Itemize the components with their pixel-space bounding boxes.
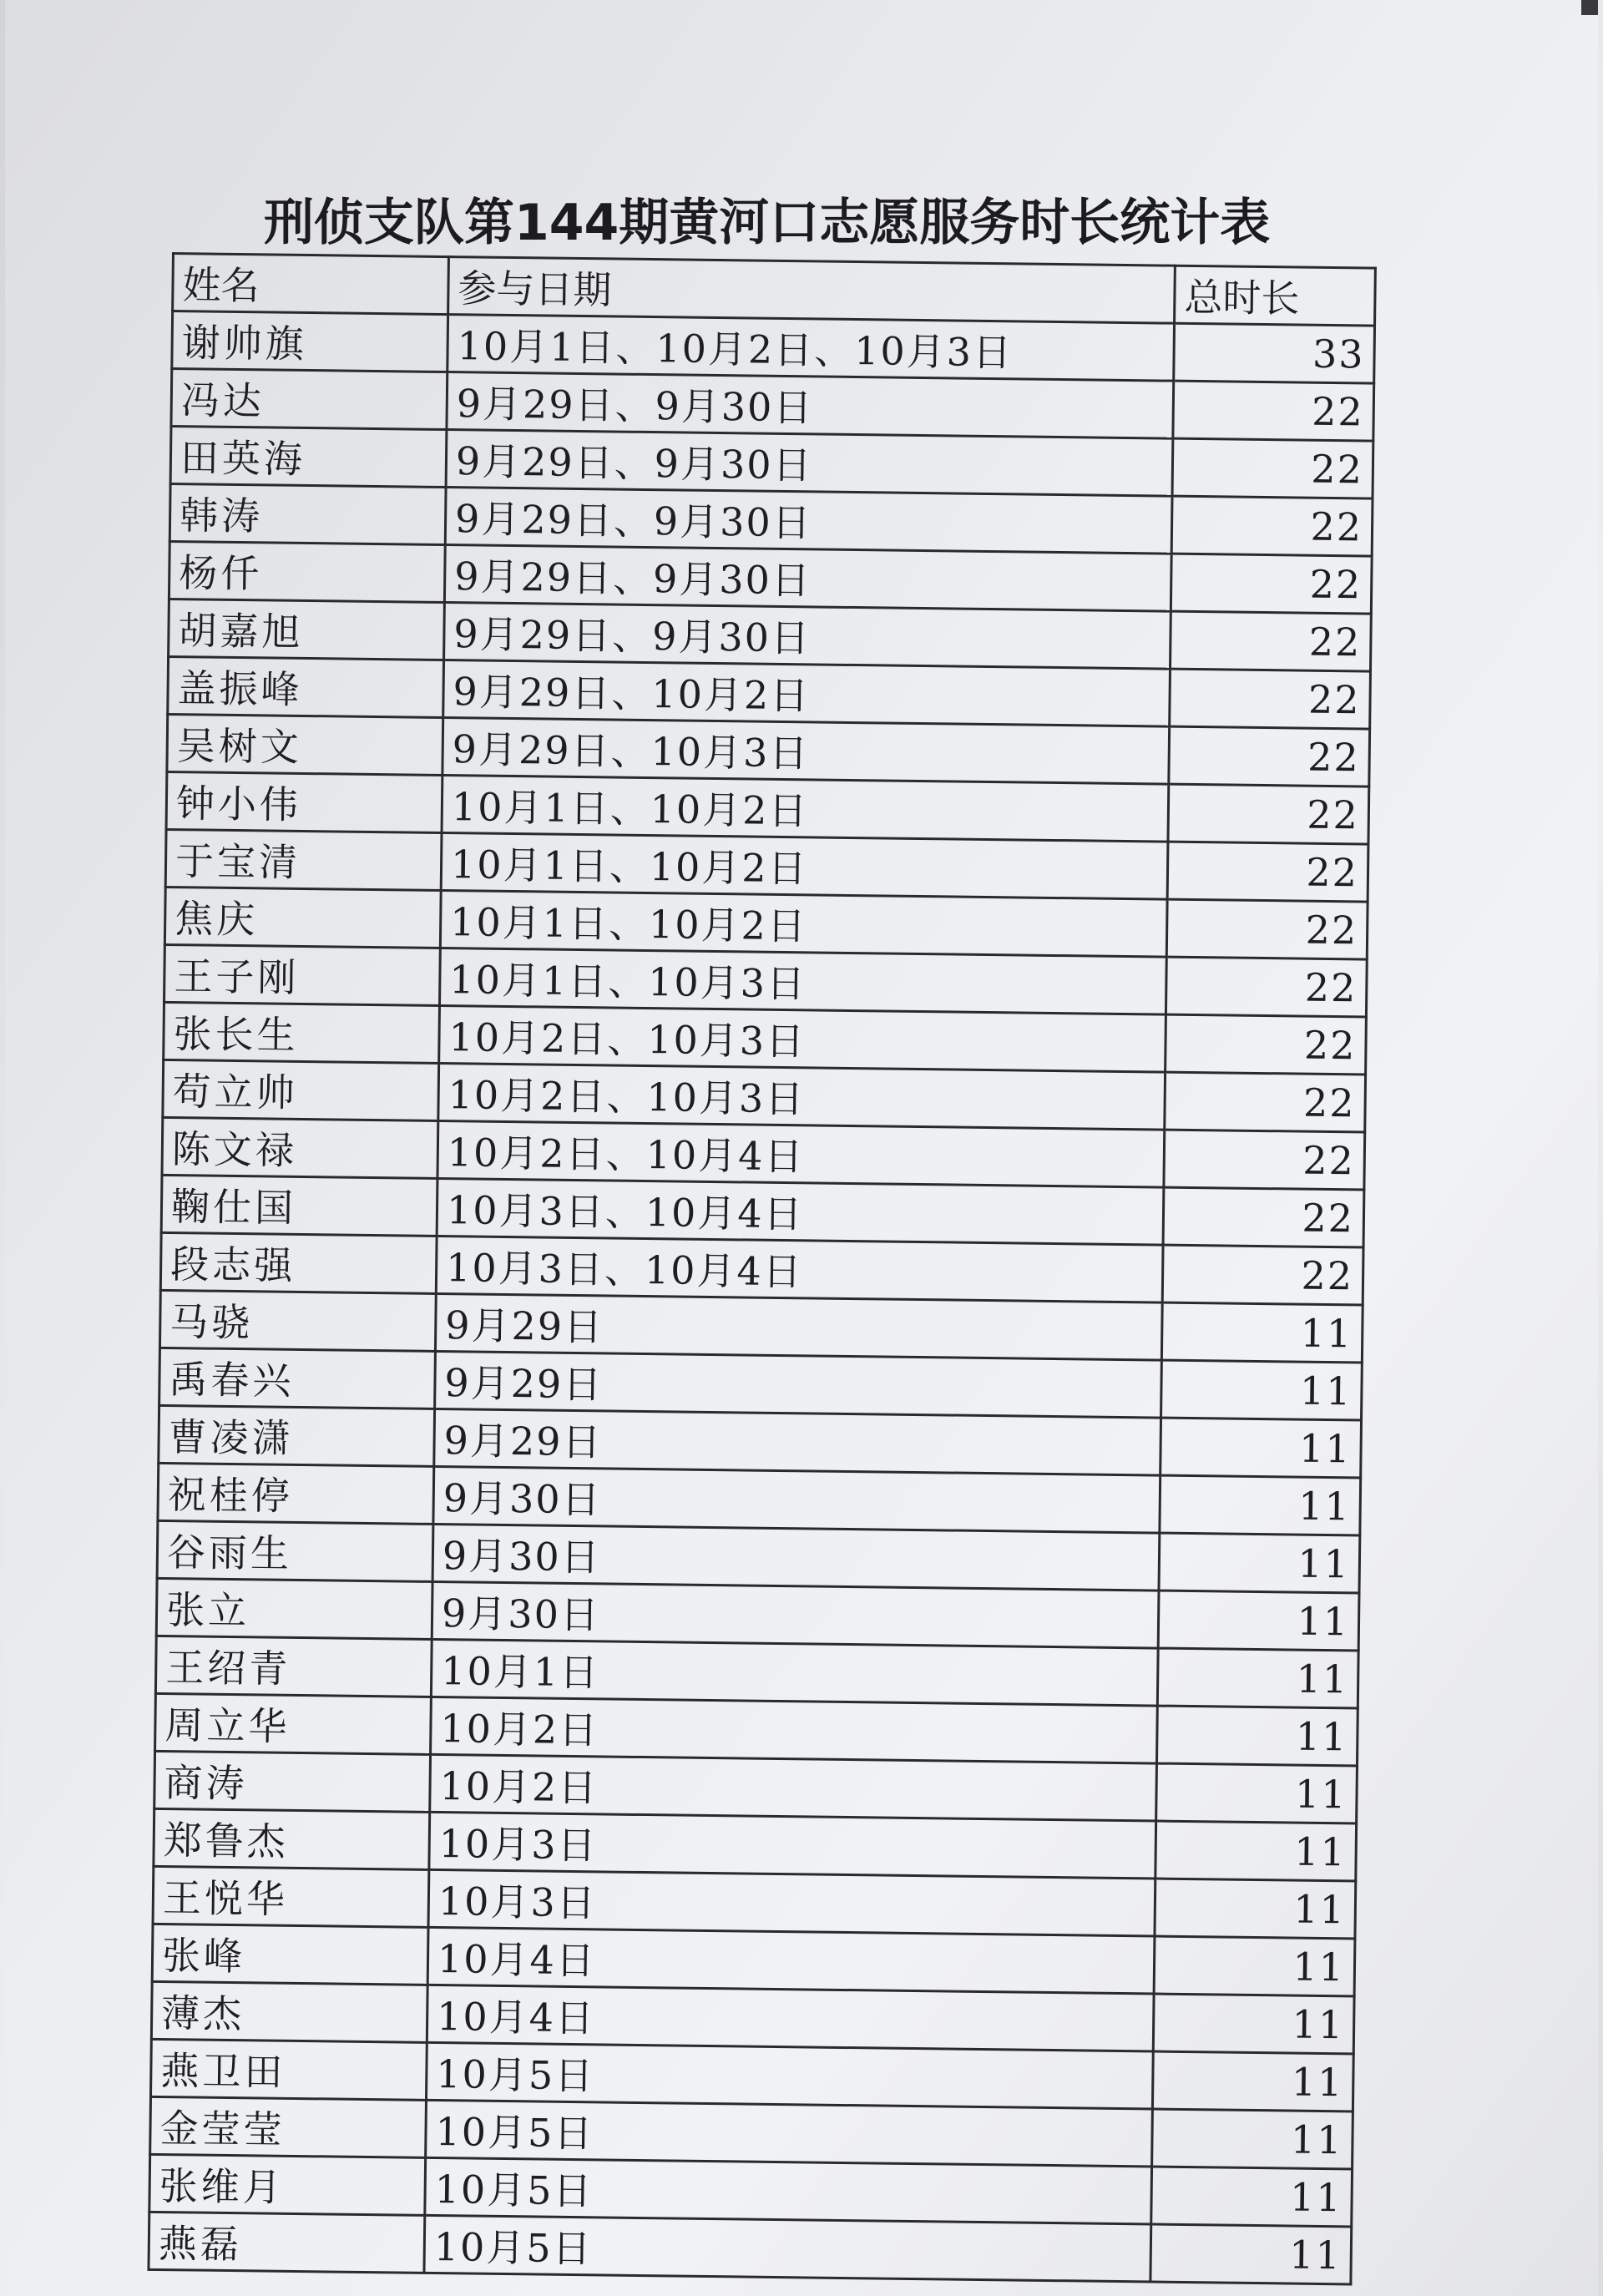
name-cell: 商涛 <box>154 1751 431 1812</box>
hours-cell: 22 <box>1172 438 1373 498</box>
hours-cell: 11 <box>1158 1591 1359 1651</box>
dates-cell: 10月2日、10月3日 <box>438 1063 1166 1130</box>
name-cell: 曹凌潇 <box>159 1405 435 1466</box>
dates-cell: 9月29日 <box>435 1293 1162 1360</box>
name-cell: 盖振峰 <box>168 656 444 717</box>
hours-cell: 22 <box>1166 957 1367 1017</box>
dates-cell: 9月29日、9月30日 <box>445 488 1172 554</box>
name-cell: 马骁 <box>159 1290 436 1351</box>
name-cell: 焦庆 <box>164 887 441 948</box>
dates-cell: 10月1日、10月3日 <box>439 948 1166 1014</box>
name-cell: 谢帅旗 <box>172 311 448 372</box>
dates-cell: 10月3日、10月4日 <box>437 1178 1164 1245</box>
hours-cell: 11 <box>1161 1302 1363 1363</box>
paper-sheet <box>5 0 1598 2296</box>
dates-cell: 10月4日 <box>427 1927 1155 1994</box>
dates-cell: 9月29日、10月3日 <box>442 718 1170 785</box>
dates-cell: 10月3日 <box>428 1869 1155 1936</box>
dates-cell: 9月29日、10月2日 <box>443 660 1171 727</box>
hours-cell: 22 <box>1169 726 1370 786</box>
hours-cell: 22 <box>1171 554 1372 614</box>
name-cell: 张峰 <box>152 1924 428 1985</box>
hours-cell: 11 <box>1152 2051 1353 2111</box>
hours-cell: 11 <box>1155 1879 1356 1939</box>
dates-cell: 10月1日、10月2日 <box>440 890 1167 957</box>
dates-cell: 10月2日、10月3日 <box>439 1005 1166 1072</box>
hours-cell: 11 <box>1160 1475 1361 1535</box>
name-cell: 燕磊 <box>149 2212 425 2273</box>
hours-cell: 11 <box>1156 1763 1358 1823</box>
name-cell: 王绍青 <box>155 1636 432 1697</box>
name-cell: 祝桂停 <box>158 1463 434 1524</box>
dates-cell: 9月29日 <box>434 1408 1161 1475</box>
name-cell: 王子刚 <box>164 944 441 1005</box>
hours-cell: 11 <box>1157 1648 1358 1708</box>
name-cell: 田英海 <box>170 427 447 488</box>
dates-cell: 9月29日 <box>435 1351 1162 1418</box>
dates-cell: 10月2日、10月4日 <box>437 1120 1165 1187</box>
name-cell: 薄杰 <box>151 1981 427 2042</box>
dates-cell: 9月30日 <box>432 1524 1160 1591</box>
dates-cell: 9月29日、9月30日 <box>446 430 1173 497</box>
hours-cell: 11 <box>1153 1994 1354 2054</box>
hours-cell: 22 <box>1168 784 1369 844</box>
name-cell: 冯达 <box>171 369 448 430</box>
dates-cell: 10月4日 <box>427 1985 1154 2051</box>
dates-cell: 9月29日、9月30日 <box>444 545 1171 612</box>
name-cell: 周立华 <box>155 1693 432 1754</box>
hours-cell: 22 <box>1173 381 1374 441</box>
dates-cell: 10月1日、10月2日 <box>442 776 1169 842</box>
name-cell: 韩涛 <box>169 483 446 544</box>
dates-cell: 10月5日 <box>424 2215 1151 2282</box>
dates-cell: 10月2日 <box>431 1697 1158 1763</box>
dates-cell: 10月3日、10月4日 <box>436 1236 1163 1302</box>
hours-cell: 22 <box>1170 611 1371 671</box>
hours-cell: 22 <box>1162 1245 1363 1305</box>
hours-cell: 11 <box>1154 1936 1355 1996</box>
hours-cell: 11 <box>1152 2109 1353 2169</box>
dates-cell: 10月5日 <box>426 2100 1153 2167</box>
hours-cell: 11 <box>1156 1706 1358 1766</box>
dates-cell: 10月5日 <box>425 2157 1152 2224</box>
hours-cell: 33 <box>1174 323 1375 383</box>
document-title: 刑侦支队第144期黄河口志愿服务时长统计表 <box>264 194 1271 252</box>
name-cell: 胡嘉旭 <box>169 599 445 660</box>
hours-cell: 11 <box>1161 1418 1362 1478</box>
name-cell: 张立 <box>156 1578 432 1639</box>
name-cell: 张维月 <box>149 2154 426 2215</box>
dates-cell: 10月1日 <box>431 1639 1158 1706</box>
name-cell: 鞠仕国 <box>161 1175 437 1236</box>
name-cell: 王悦华 <box>153 1866 429 1927</box>
name-cell: 段志强 <box>160 1232 437 1293</box>
hours-cell: 22 <box>1171 496 1373 556</box>
hours-cell: 11 <box>1150 2224 1352 2284</box>
hours-cell: 22 <box>1163 1187 1364 1247</box>
name-cell: 郑鲁杰 <box>154 1808 430 1869</box>
dates-cell: 10月3日 <box>429 1812 1156 1879</box>
hours-cell: 22 <box>1165 1072 1366 1132</box>
name-cell: 金莹莹 <box>150 2096 427 2157</box>
dates-cell: 10月5日 <box>426 2042 1153 2109</box>
hours-cell: 11 <box>1159 1533 1360 1593</box>
hours-cell: 22 <box>1170 669 1371 729</box>
column-header-hours: 总时长 <box>1175 266 1376 326</box>
name-cell: 禹春兴 <box>159 1348 436 1408</box>
dates-cell: 10月1日、10月2日 <box>441 832 1168 899</box>
name-cell: 于宝清 <box>165 829 442 890</box>
table-body <box>149 311 1375 2284</box>
hours-cell: 22 <box>1167 842 1368 902</box>
dates-cell: 9月29日、9月30日 <box>447 372 1174 439</box>
volunteer-hours-table <box>147 252 1376 2285</box>
dates-cell: 10月1日、10月2日、10月3日 <box>448 315 1175 382</box>
column-header-name: 姓名 <box>173 254 449 315</box>
dates-cell: 9月30日 <box>432 1581 1159 1648</box>
name-cell: 张长生 <box>164 1002 440 1063</box>
name-cell: 吴树文 <box>167 714 443 775</box>
dates-cell: 10月2日 <box>430 1754 1157 1821</box>
dates-cell: 9月29日、9月30日 <box>444 603 1171 670</box>
hours-cell: 22 <box>1166 1014 1367 1075</box>
hours-cell: 22 <box>1166 899 1368 959</box>
name-cell: 谷雨生 <box>157 1520 433 1581</box>
hours-cell: 22 <box>1164 1130 1365 1190</box>
background-corner <box>1581 0 1598 15</box>
name-cell: 苟立帅 <box>163 1059 439 1120</box>
name-cell: 杨仟 <box>169 541 445 602</box>
name-cell: 钟小伟 <box>166 771 442 832</box>
hours-cell: 11 <box>1151 2167 1353 2227</box>
name-cell: 燕卫田 <box>151 2039 427 2100</box>
column-header-dates: 参与日期 <box>448 257 1176 324</box>
dates-cell: 9月30日 <box>433 1466 1161 1533</box>
hours-cell: 11 <box>1161 1360 1363 1420</box>
hours-cell: 11 <box>1155 1821 1357 1881</box>
name-cell: 陈文禄 <box>162 1117 438 1178</box>
